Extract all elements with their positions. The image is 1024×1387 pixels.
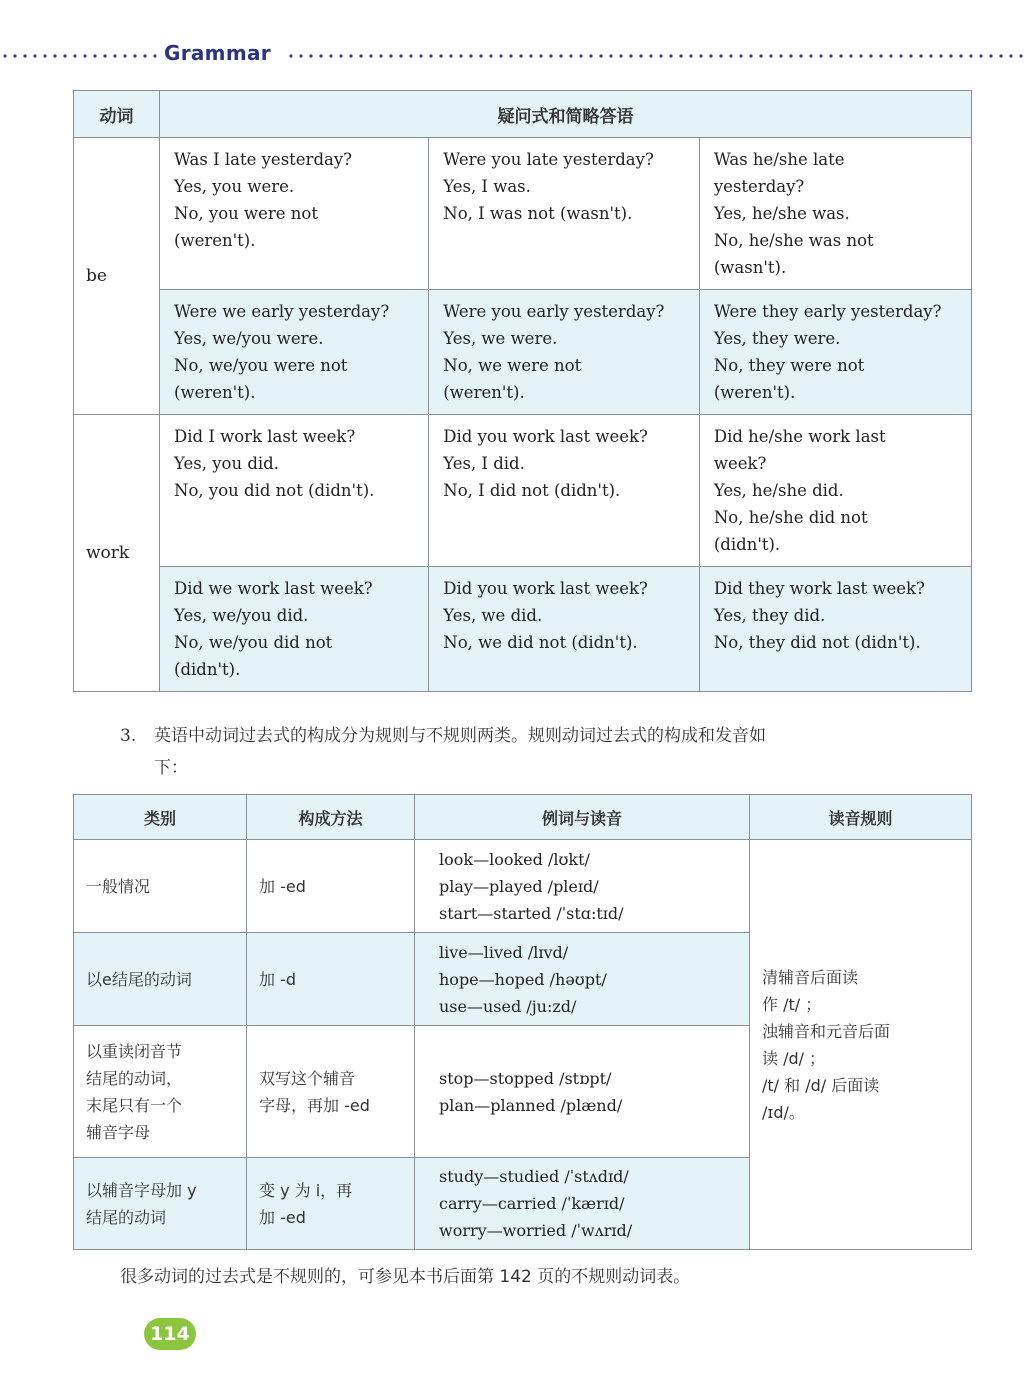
- table-row: [74, 567, 972, 692]
- section-header: [0, 40, 1024, 70]
- question-forms-table: [73, 90, 972, 692]
- table-cell: Did he/she work last week? Yes, he/she did. No, he/she did not (didn't).: [699, 415, 971, 567]
- table-row: [74, 138, 972, 290]
- method-cell: 变 y 为 i，再 加 -ed: [247, 1158, 415, 1250]
- table-cell: Was he/she late yesterday? Yes, he/she was. No, he/she was not (wasn't).: [699, 138, 971, 290]
- category-cell: 以辅音字母加 y 结尾的动词: [74, 1158, 247, 1250]
- table-cell: Were they early yesterday? Yes, they were. No, they were not (weren't).: [699, 290, 971, 415]
- dotted-rule-right: [286, 54, 1024, 58]
- header-forms: 疑问式和简略答语: [160, 91, 972, 138]
- table-header-row: [74, 91, 972, 138]
- table-cell: Did they work last week? Yes, they did. No, they did not (didn't).: [699, 567, 971, 692]
- table-header-row: [74, 795, 972, 840]
- table-cell: Did you work last week? Yes, I did. No, I did not (didn't).: [429, 415, 700, 567]
- category-cell: 一般情况: [74, 840, 247, 933]
- method-cell: 加 -d: [247, 933, 415, 1026]
- table-cell: Was I late yesterday? Yes, you were. No, you were not (weren't).: [160, 138, 429, 290]
- header-method: 构成方法: [247, 795, 415, 840]
- verb-cell: be: [74, 138, 160, 415]
- rule-cell: 清辅音后面读 作 /t/ ； 浊辅音和元音后面 读 /d/ ； /t/ 和 /d/ 后面读 /ɪd/。: [750, 840, 972, 1250]
- examples-cell: look—looked /lʊkt/ play—played /pleɪd/ start—started /ˈstɑ:tɪd/: [415, 840, 750, 933]
- note-number: 3.: [120, 726, 137, 746]
- verb-cell: work: [74, 415, 160, 692]
- past-tense-rules-table: [73, 794, 972, 1250]
- table-cell: Were we early yesterday? Yes, we/you were. No, we/you were not (weren't).: [160, 290, 429, 415]
- table-cell: Were you early yesterday? Yes, we were. No, we were not (weren't).: [429, 290, 700, 415]
- table-cell: Did we work last week? Yes, we/you did. No, we/you did not (didn't).: [160, 567, 429, 692]
- page-number-badge: 114: [144, 1318, 196, 1350]
- method-cell: 加 -ed: [247, 840, 415, 933]
- section-title: Grammar: [164, 41, 271, 65]
- table-cell: Were you late yesterday? Yes, I was. No, I was not (wasn't).: [429, 138, 700, 290]
- examples-cell: live—lived /lɪvd/ hope—hoped /həʊpt/ use—used /ju:zd/: [415, 933, 750, 1026]
- table-row: [74, 840, 972, 933]
- note-line-2: 下：: [154, 758, 188, 778]
- note-line-1: 英语中动词过去式的构成分为规则与不规则两类。规则动词过去式的构成和发音如: [154, 726, 766, 746]
- header-category: 类别: [74, 795, 247, 840]
- examples-cell: study—studied /ˈstʌdɪd/ carry—carried /ˈkærɪd/ worry—worried /ˈwʌrɪd/: [415, 1158, 750, 1250]
- header-rule: 读音规则: [750, 795, 972, 840]
- category-cell: 以重读闭音节 结尾的动词， 末尾只有一个 辅音字母: [74, 1026, 247, 1158]
- header-examples: 例词与读音: [415, 795, 750, 840]
- method-cell: 双写这个辅音 字母，再加 -ed: [247, 1026, 415, 1158]
- table-row: [74, 290, 972, 415]
- examples-cell: stop—stopped /stɒpt/ plan—planned /plænd/: [415, 1026, 750, 1158]
- footnote: 很多动词的过去式是不规则的，可参见本书后面第 142 页的不规则动词表。: [120, 1267, 691, 1287]
- category-cell: 以e结尾的动词: [74, 933, 247, 1026]
- table-cell: Did I work last week? Yes, you did. No, you did not (didn't).: [160, 415, 429, 567]
- table-row: [74, 415, 972, 567]
- table-cell: Did you work last week? Yes, we did. No, we did not (didn't).: [429, 567, 700, 692]
- header-verb: 动词: [74, 91, 160, 138]
- note-paragraph: [120, 720, 980, 784]
- dotted-rule-left: [0, 54, 160, 58]
